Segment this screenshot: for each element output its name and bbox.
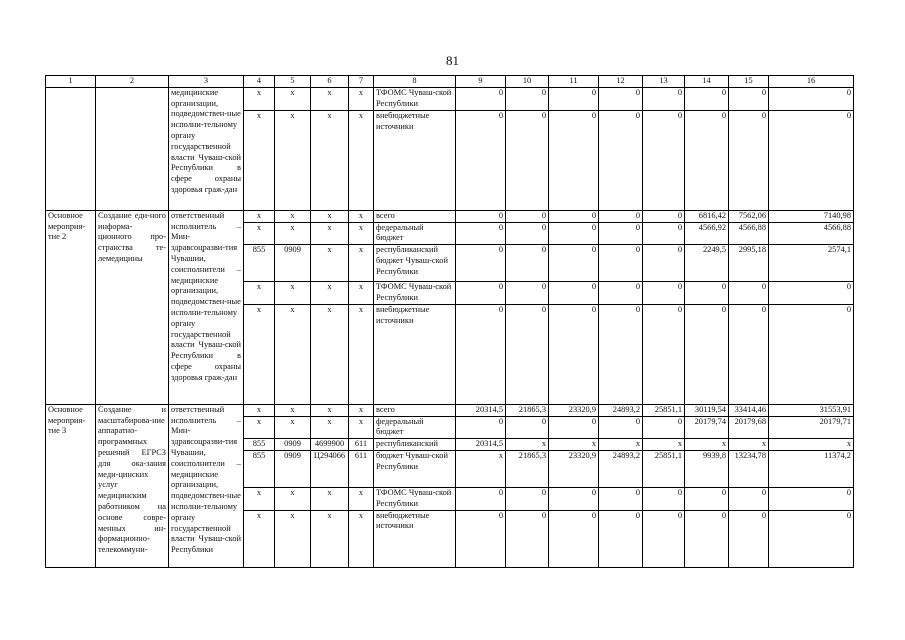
value-cell: 0 [549, 245, 599, 282]
funding-source-cell: республиканский бюджет Чуваш-ской Республики [374, 245, 456, 282]
value-cell: x [769, 439, 854, 451]
value-cell: 0 [599, 87, 643, 110]
value-cell: 0 [506, 245, 549, 282]
funding-source-cell: ТФОМС Чуваш-ской Республики [374, 87, 456, 110]
value-cell: 21865,3 [506, 450, 549, 487]
value-cell: 0 [456, 222, 506, 245]
value-cell: 0 [643, 282, 685, 305]
column-number: 13 [643, 76, 685, 88]
code-cell: x [349, 282, 374, 305]
value-cell: x [599, 439, 643, 451]
event-description-cell: Создание еди-ного информа-ционного про-странства те-лемедицины [96, 210, 169, 404]
value-cell: 4566,88 [769, 222, 854, 245]
value-cell: 0 [643, 487, 685, 510]
code-cell: x [311, 222, 349, 245]
code-cell: x [349, 210, 374, 222]
value-cell: 0 [506, 487, 549, 510]
value-cell: 0 [643, 87, 685, 110]
value-cell: 0 [456, 110, 506, 210]
value-cell: 0 [456, 282, 506, 305]
code-cell: x [349, 110, 374, 210]
value-cell: x [549, 439, 599, 451]
value-cell: 0 [506, 282, 549, 305]
code-cell: x [244, 222, 275, 245]
value-cell: 0 [643, 222, 685, 245]
table-row [46, 404, 854, 416]
code-cell: 4699900 [311, 439, 349, 451]
code-cell: x [275, 510, 311, 567]
executor-cell: ответственный исполнитель – Мин-здравсоцразви-тия Чувашии, соисполнители – медицинские организации, подведомствен-ные исполни-тельному органу государственной власти Чуваш-ской Республики [169, 404, 244, 567]
value-cell: 0 [643, 245, 685, 282]
code-cell: x [244, 282, 275, 305]
value-cell: 0 [599, 510, 643, 567]
value-cell: 0 [599, 304, 643, 404]
funding-source-cell: ТФОМС Чуваш-ской Республики [374, 282, 456, 305]
value-cell: 0 [506, 110, 549, 210]
column-number: 10 [506, 76, 549, 88]
value-cell: x [506, 439, 549, 451]
value-cell: 24893,2 [599, 404, 643, 416]
executor-cell: ответственный исполнитель – Мин-здравсоцразви-тия Чувашии, соисполнители – медицинские организации, подведомствен-ные исполни-тельному органу государственной власти Чуваш-ской Республики в сфере охраны здоровья граж-дан [169, 210, 244, 404]
value-cell: 0 [506, 510, 549, 567]
code-cell: x [244, 304, 275, 404]
event-name-cell: Основное мероприя-тие 3 [46, 404, 96, 567]
column-number: 16 [769, 76, 854, 88]
value-cell: x [456, 450, 506, 487]
value-cell: 20179,71 [769, 416, 854, 439]
value-cell: 20314,5 [456, 404, 506, 416]
code-cell: x [275, 222, 311, 245]
value-cell: 0 [549, 416, 599, 439]
value-cell: 31553,91 [769, 404, 854, 416]
code-cell: 855 [244, 439, 275, 451]
funding-source-cell: внебюджетные источники [374, 510, 456, 567]
value-cell: 6816,42 [685, 210, 729, 222]
code-cell: 0909 [275, 245, 311, 282]
value-cell: 0 [506, 210, 549, 222]
value-cell: 0 [599, 416, 643, 439]
code-cell: x [244, 87, 275, 110]
column-number: 4 [244, 76, 275, 88]
funding-source-cell: ТФОМС Чуваш-ской Республики [374, 487, 456, 510]
column-number: 5 [275, 76, 311, 88]
value-cell: 0 [643, 110, 685, 210]
code-cell: 855 [244, 450, 275, 487]
code-cell: 0909 [275, 450, 311, 487]
funding-source-cell: внебюджетные источники [374, 110, 456, 210]
code-cell: x [244, 487, 275, 510]
value-cell: 33414,46 [729, 404, 769, 416]
code-cell: x [311, 87, 349, 110]
value-cell: 20179,68 [729, 416, 769, 439]
value-cell: 0 [599, 222, 643, 245]
column-number: 8 [374, 76, 456, 88]
table-row [46, 210, 854, 222]
code-cell: x [244, 404, 275, 416]
code-cell: x [349, 304, 374, 404]
funding-source-cell: бюджет Чуваш-ской Республики [374, 450, 456, 487]
column-number: 7 [349, 76, 374, 88]
code-cell: x [311, 404, 349, 416]
value-cell: 0 [685, 510, 729, 567]
value-cell: 0 [506, 416, 549, 439]
value-cell: 0 [456, 416, 506, 439]
budget-table [45, 75, 854, 568]
value-cell: 0 [456, 510, 506, 567]
code-cell: 611 [349, 450, 374, 487]
value-cell: 2995,18 [729, 245, 769, 282]
value-cell: 13234,78 [729, 450, 769, 487]
value-cell: 0 [456, 87, 506, 110]
value-cell: 9939,8 [685, 450, 729, 487]
value-cell: 30119,54 [685, 404, 729, 416]
value-cell: 0 [685, 87, 729, 110]
value-cell: 0 [599, 110, 643, 210]
value-cell: 0 [769, 282, 854, 305]
code-cell: Ц294066 [311, 450, 349, 487]
table-row [46, 87, 854, 110]
code-cell: x [311, 282, 349, 305]
code-cell: x [349, 416, 374, 439]
funding-source-cell: федеральный бюджет [374, 416, 456, 439]
value-cell: 7140,98 [769, 210, 854, 222]
code-cell: x [275, 87, 311, 110]
value-cell: 2249,5 [685, 245, 729, 282]
value-cell: 0 [769, 510, 854, 567]
value-cell: 7562,06 [729, 210, 769, 222]
value-cell: 0 [769, 110, 854, 210]
value-cell: 0 [549, 222, 599, 245]
value-cell: 20179,74 [685, 416, 729, 439]
code-cell: x [275, 416, 311, 439]
column-number: 3 [169, 76, 244, 88]
code-cell: 611 [349, 439, 374, 451]
value-cell: 0 [769, 87, 854, 110]
value-cell: 0 [685, 487, 729, 510]
value-cell: 0 [456, 304, 506, 404]
value-cell: 0 [549, 87, 599, 110]
funding-source-cell: всего [374, 210, 456, 222]
value-cell: 0 [456, 487, 506, 510]
funding-source-cell: внебюджетные источники [374, 304, 456, 404]
value-cell: 0 [729, 110, 769, 210]
code-cell: x [311, 210, 349, 222]
value-cell: 0 [729, 304, 769, 404]
value-cell: 0 [769, 304, 854, 404]
code-cell: x [349, 510, 374, 567]
code-cell: x [275, 304, 311, 404]
code-cell: x [311, 487, 349, 510]
code-cell: x [275, 282, 311, 305]
value-cell: 0 [685, 282, 729, 305]
code-cell: x [244, 210, 275, 222]
value-cell: 11374,2 [769, 450, 854, 487]
value-cell: 0 [643, 210, 685, 222]
code-cell: x [275, 210, 311, 222]
value-cell: 20314,5 [456, 439, 506, 451]
code-cell: x [311, 510, 349, 567]
column-number: 6 [311, 76, 349, 88]
empty-cell [96, 87, 169, 210]
code-cell: x [349, 487, 374, 510]
code-cell: x [244, 416, 275, 439]
column-number: 11 [549, 76, 599, 88]
code-cell: x [275, 404, 311, 416]
value-cell: 21865,3 [506, 404, 549, 416]
value-cell: 0 [643, 304, 685, 404]
empty-cell [46, 87, 96, 210]
value-cell: 0 [685, 304, 729, 404]
code-cell: 855 [244, 245, 275, 282]
value-cell: 0 [549, 110, 599, 210]
value-cell: 0 [729, 487, 769, 510]
value-cell: 23320,9 [549, 450, 599, 487]
value-cell: 24893,2 [599, 450, 643, 487]
code-cell: x [311, 304, 349, 404]
code-cell: x [311, 245, 349, 282]
value-cell: 0 [599, 282, 643, 305]
value-cell: 0 [506, 304, 549, 404]
value-cell: 2574,1 [769, 245, 854, 282]
value-cell: 0 [599, 487, 643, 510]
funding-source-cell: республиканский [374, 439, 456, 451]
column-number: 9 [456, 76, 506, 88]
column-number: 12 [599, 76, 643, 88]
value-cell: 0 [549, 210, 599, 222]
value-cell: 4566,88 [729, 222, 769, 245]
code-cell: x [349, 87, 374, 110]
executor-cell: медицинские организации, подведомствен-ные исполни-тельному органу государственной власти Чуваш-ской Республики в сфере охраны здоровья граж-дан [169, 87, 244, 210]
code-cell: x [311, 416, 349, 439]
value-cell: 23320,9 [549, 404, 599, 416]
value-cell: 0 [456, 245, 506, 282]
code-cell: x [244, 110, 275, 210]
column-number: 14 [685, 76, 729, 88]
code-cell: x [244, 510, 275, 567]
column-number: 2 [96, 76, 169, 88]
value-cell: x [643, 439, 685, 451]
value-cell: 0 [729, 510, 769, 567]
value-cell: 0 [643, 510, 685, 567]
event-description-cell: Создание и масштабирова-ние аппаратно-программных решений ЕГРСЗ для ока-зания меди-цинских услуг медицинским работником на основе совре-менных ин-формационно-телекоммуни- [96, 404, 169, 567]
value-cell: 0 [599, 210, 643, 222]
value-cell: 0 [506, 222, 549, 245]
value-cell: x [685, 439, 729, 451]
value-cell: 25851,1 [643, 404, 685, 416]
code-cell: x [311, 110, 349, 210]
value-cell: 0 [549, 282, 599, 305]
value-cell: 0 [769, 487, 854, 510]
value-cell: 0 [729, 282, 769, 305]
value-cell: 0 [729, 87, 769, 110]
value-cell: 0 [456, 210, 506, 222]
value-cell: x [729, 439, 769, 451]
page-number: 81 [446, 53, 459, 68]
value-cell: 0 [549, 510, 599, 567]
value-cell: 25851,1 [643, 450, 685, 487]
column-number: 1 [46, 76, 96, 88]
column-number-row [46, 76, 854, 88]
funding-source-cell: федеральный бюджет [374, 222, 456, 245]
value-cell: 4566,92 [685, 222, 729, 245]
code-cell: x [275, 487, 311, 510]
value-cell: 0 [506, 87, 549, 110]
value-cell: 0 [549, 487, 599, 510]
value-cell: 0 [599, 245, 643, 282]
value-cell: 0 [685, 110, 729, 210]
funding-source-cell: всего [374, 404, 456, 416]
column-number: 15 [729, 76, 769, 88]
code-cell: x [349, 222, 374, 245]
code-cell: 0909 [275, 439, 311, 451]
event-name-cell: Основное мероприя-тие 2 [46, 210, 96, 404]
value-cell: 0 [643, 416, 685, 439]
code-cell: x [349, 404, 374, 416]
code-cell: x [349, 245, 374, 282]
value-cell: 0 [549, 304, 599, 404]
code-cell: x [275, 110, 311, 210]
